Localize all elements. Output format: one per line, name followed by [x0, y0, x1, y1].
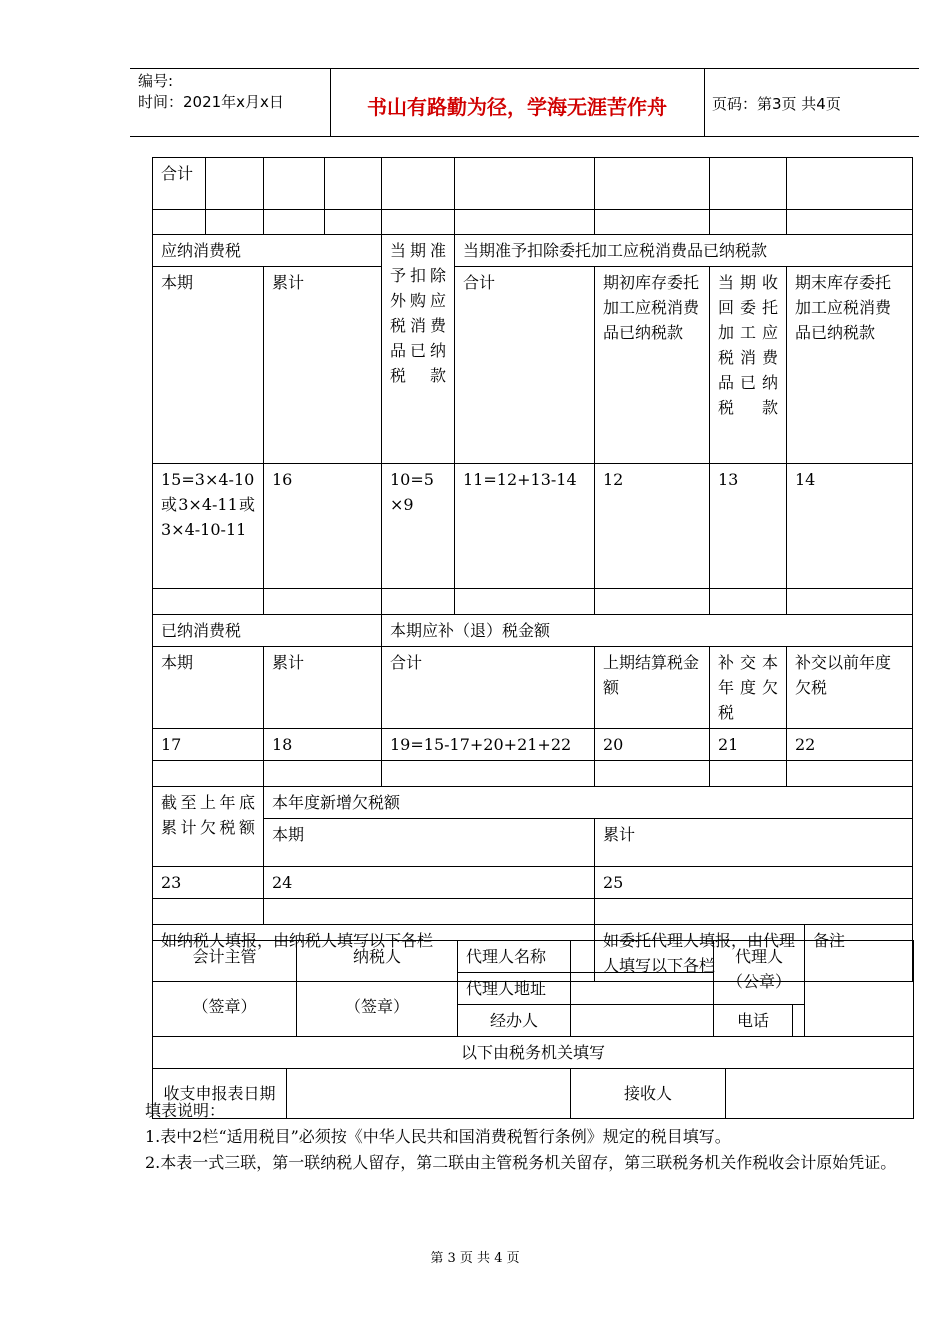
signature-table [152, 940, 914, 1119]
col-16-label: 16 [264, 464, 382, 589]
arrears-to-last-year-label: 截至上年底累计欠税额 [153, 787, 264, 867]
taxpayer-fill-label: 如纳税人填报，由纳税人填写以下各栏 [153, 925, 595, 982]
col-10-formula: 10=5×9 [382, 464, 455, 589]
cumulative-label: 累计 [595, 819, 913, 867]
col-25-label: 25 [595, 867, 913, 899]
table-row [153, 158, 913, 210]
refund-amount-label: 本期应补（退）税金额 [382, 615, 913, 647]
agent-fill-label: 如委托代理人填报，由代理人填写以下各栏 [595, 925, 805, 982]
col-14-label: 14 [787, 464, 913, 589]
deduct-consigned-label: 当期准予扣除委托加工应税消费品已纳税款 [455, 235, 913, 267]
deduct-purchased-label: 当期准予扣除外购应税消费品已纳税款 [382, 235, 455, 464]
seal-label: （签章） [192, 997, 257, 1016]
header-motto: 书山有路勤为径，学海无涯苦作舟 [367, 95, 667, 119]
table-row [153, 647, 913, 729]
col-15-formula: 15=3×4-10或3×4-11或3×4-10-11 [153, 464, 264, 589]
deduct-total-label: 合计 [455, 267, 595, 464]
col-20-label: 20 [595, 729, 710, 761]
beginning-stock-label: 期初库存委托加工应税消费品已纳税款 [595, 267, 710, 464]
current-label: 本期 [264, 819, 595, 867]
total-label: 合计 [382, 647, 595, 729]
taxpayer-label: 纳税人 [353, 947, 402, 966]
page-header [130, 68, 919, 137]
time-label: 时间：2021年x月x日 [138, 93, 284, 111]
current-label: 本期 [153, 647, 264, 729]
remarks-field[interactable] [805, 941, 914, 1037]
handler-field[interactable] [571, 1005, 714, 1037]
total-label: 合计 [153, 158, 206, 210]
agent-name-label: 代理人名称 [458, 941, 571, 973]
table-row [153, 589, 913, 615]
col-19-formula: 19=15-17+20+21+22 [382, 729, 595, 761]
ending-stock-label: 期末库存委托加工应税消费品已纳税款 [787, 267, 913, 464]
col-17-label: 17 [153, 729, 264, 761]
receipt-date-label: 收支申报表日期 [153, 1069, 287, 1119]
agent-address-field[interactable] [571, 973, 714, 1005]
current-label: 本期 [153, 267, 264, 464]
notes-title: 填表说明： [145, 1101, 226, 1120]
cumulative-label: 累计 [264, 267, 382, 464]
notes-item: 2.本表一式三联，第一联纳税人留存，第二联由主管税务机关留存，第三联税务机关作税收会计原始凭证。 [145, 1153, 897, 1172]
page-footer: 第 3 页 共 4 页 [430, 1251, 520, 1266]
form-notes [145, 1098, 905, 1176]
table-row [153, 899, 913, 925]
table-row [153, 615, 913, 647]
phone-label: 电话 [714, 1005, 793, 1037]
col-11-formula: 11=12+13-14 [455, 464, 595, 589]
table-row [153, 761, 913, 787]
table-row [153, 787, 913, 819]
tax-form-table [152, 157, 913, 982]
header-left [138, 71, 284, 113]
supplement-this-year-label: 补交本年度欠税 [710, 647, 787, 729]
table-row [153, 464, 913, 589]
col-22-label: 22 [787, 729, 913, 761]
handler-label: 经办人 [458, 1005, 571, 1037]
col-24-label: 24 [264, 867, 595, 899]
col-23-label: 23 [153, 867, 264, 899]
notes-item: 1.表中2栏“适用税目”必须按《中华人民共和国消费税暂行条例》规定的税目填写。 [145, 1127, 731, 1146]
header-divider [704, 69, 705, 136]
col-13-label: 13 [710, 464, 787, 589]
table-row [153, 1037, 914, 1069]
receiver-label: 接收人 [571, 1069, 726, 1119]
table-row [153, 235, 913, 267]
table-row [153, 819, 913, 867]
new-arrears-label: 本年度新增欠税额 [264, 787, 913, 819]
table-row [153, 267, 913, 464]
agent-name-field[interactable] [571, 941, 714, 973]
table-row [153, 729, 913, 761]
phone-field[interactable] [793, 1005, 805, 1037]
table-row [153, 867, 913, 899]
payable-tax-label: 应纳消费税 [153, 235, 382, 267]
agent-seal-label: 代理人（公章） [714, 941, 805, 1005]
table-row [153, 941, 914, 973]
col-21-label: 21 [710, 729, 787, 761]
paid-tax-label: 已纳消费税 [153, 615, 382, 647]
col-12-label: 12 [595, 464, 710, 589]
cumulative-label: 累计 [264, 647, 382, 729]
remarks-label: 备注 [805, 925, 913, 982]
supplement-prior-label: 补交以前年度欠税 [787, 647, 913, 729]
number-label: 编号: [138, 72, 174, 90]
tax-office-label: 以下由税务机关填写 [153, 1037, 914, 1069]
header-page-info: 页码：第3页 共4页 [712, 95, 841, 113]
prior-settlement-label: 上期结算税金额 [595, 647, 710, 729]
agent-address-label: 代理人地址 [458, 973, 571, 1005]
seal-label: （签章） [345, 997, 410, 1016]
accounting-head-label: 会计主管 [192, 947, 257, 966]
taxpayer-cell [297, 941, 458, 1037]
recovered-label: 当期收回委托加工应税消费品已纳税款 [710, 267, 787, 464]
table-row [153, 210, 913, 235]
col-18-label: 18 [264, 729, 382, 761]
accounting-head-cell [153, 941, 297, 1037]
